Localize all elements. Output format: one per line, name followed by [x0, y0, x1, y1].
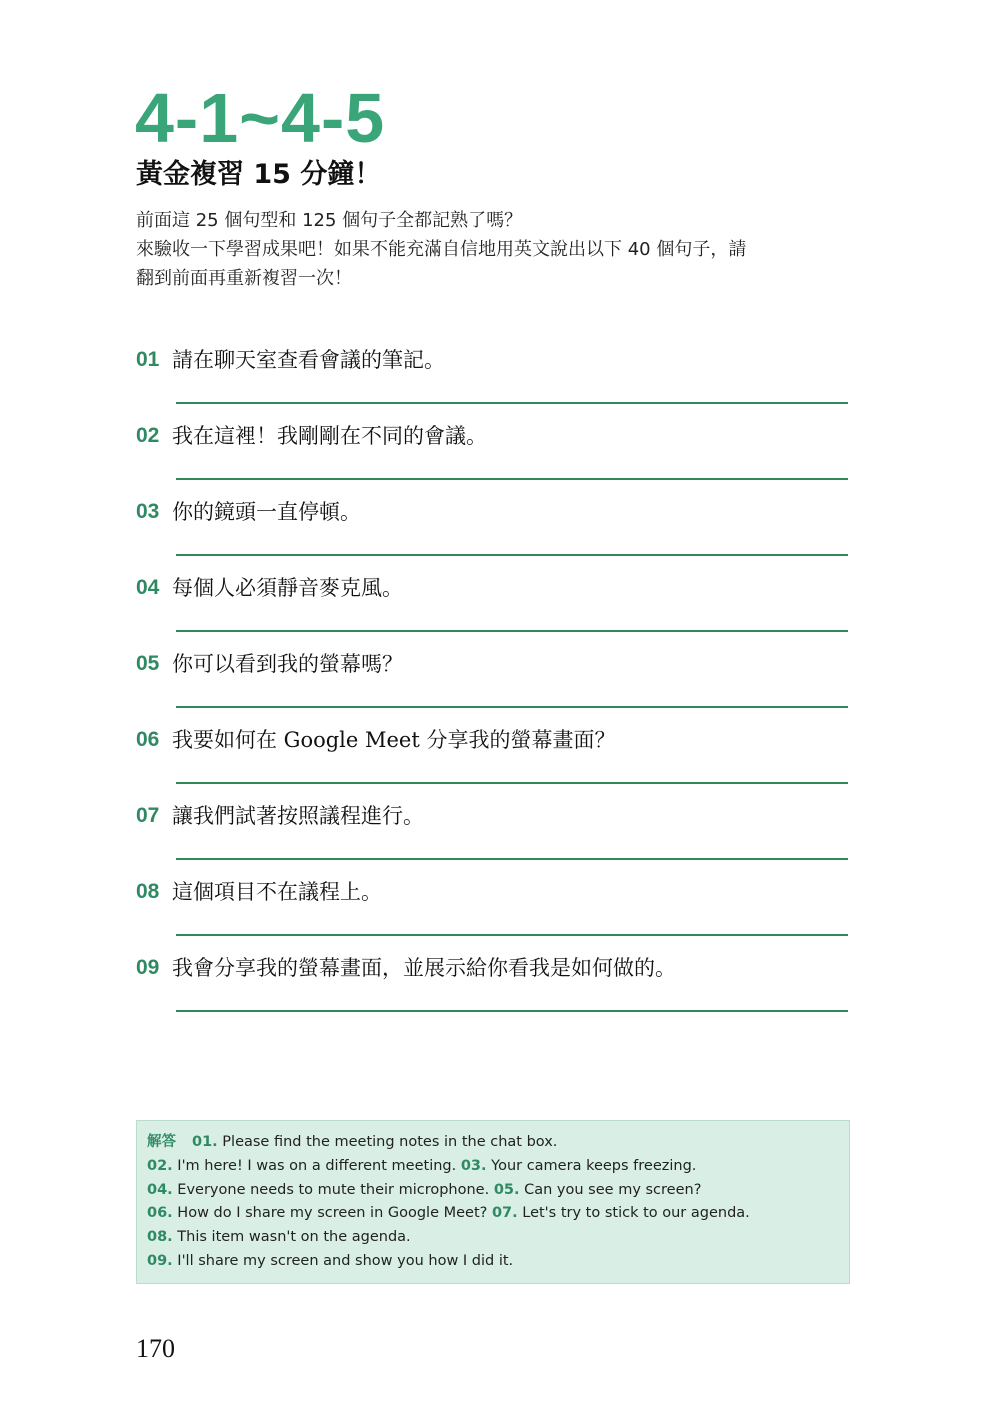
- answer-number: 05.: [493, 1181, 520, 1198]
- answer-line[interactable]: [176, 782, 848, 784]
- exercise-08: [136, 876, 848, 952]
- answer-row: [147, 1155, 839, 1179]
- answer-number: 06.: [147, 1205, 173, 1222]
- answer-number: 01.: [192, 1134, 218, 1150]
- answer-text: How do I share my screen in Google Meet?: [177, 1205, 488, 1222]
- exercise-text: 我在這裡！我剛剛在不同的會議。: [172, 424, 487, 448]
- intro-line: 來驗收一下學習成果吧！如果不能充滿自信地用英文說出以下 40 個句子，請: [136, 239, 747, 260]
- answer-row: [147, 1250, 839, 1274]
- exercise-text: 我會分享我的螢幕畫面，並展示給你看我是如何做的。: [172, 956, 676, 980]
- answer-text: Let's try to stick to our agenda.: [522, 1205, 750, 1222]
- page-number: 170: [136, 1334, 175, 1363]
- exercise-text: 讓我們試著按照議程進行。: [172, 804, 424, 828]
- answer-line[interactable]: [176, 706, 848, 708]
- answer-row: [147, 1179, 839, 1203]
- answer-line[interactable]: [176, 858, 848, 860]
- answer-text: Please find the meeting notes in the chat box.: [222, 1134, 558, 1150]
- answer-line[interactable]: [176, 554, 848, 556]
- answer-line[interactable]: [176, 934, 848, 936]
- exercise-03: [136, 496, 848, 572]
- answer-key-label: 解答: [147, 1134, 176, 1150]
- intro-paragraph: [136, 206, 856, 293]
- answer-text: This item wasn't on the agenda.: [177, 1229, 411, 1246]
- exercise-number: 04: [136, 576, 160, 599]
- exercise-number: 03: [136, 500, 160, 523]
- exercise-text: 你可以看到我的螢幕嗎？: [172, 652, 403, 676]
- exercise-09: [136, 952, 848, 1028]
- intro-line: 前面這 25 個句型和 125 個句子全都記熟了嗎？: [136, 210, 523, 231]
- answer-key-box: [136, 1120, 850, 1284]
- exercise-number: 05: [136, 652, 160, 675]
- exercise-number: 09: [136, 956, 160, 979]
- answer-text: Your camera keeps freezing.: [491, 1157, 697, 1174]
- exercise-number: 02: [136, 424, 160, 447]
- answer-row: [147, 1226, 839, 1250]
- exercise-number: 06: [136, 728, 160, 751]
- answer-text: I'll share my screen and show you how I did it.: [177, 1252, 514, 1269]
- exercise-05: [136, 648, 848, 724]
- answer-number: 02.: [147, 1157, 173, 1174]
- section-title: 黃金複習 15 分鐘！: [136, 159, 382, 190]
- exercise-number: 07: [136, 804, 160, 827]
- answer-number: 03.: [460, 1157, 487, 1174]
- answer-number: 07.: [491, 1205, 518, 1222]
- answer-number: 08.: [147, 1229, 173, 1246]
- exercise-text: 你的鏡頭一直停頓。: [172, 500, 361, 524]
- exercise-02: [136, 420, 848, 496]
- answer-number: 04.: [147, 1181, 173, 1198]
- answer-line[interactable]: [176, 630, 848, 632]
- exercise-text: 每個人必須靜音麥克風。: [172, 576, 403, 600]
- answer-text: I'm here! I was on a different meeting.: [177, 1157, 457, 1174]
- intro-line: 翻到前面再重新複習一次！: [136, 268, 352, 289]
- answer-text: Can you see my screen?: [524, 1181, 702, 1198]
- answer-number: 09.: [147, 1252, 173, 1269]
- exercise-number: 08: [136, 880, 160, 903]
- answer-row: [147, 1202, 839, 1226]
- exercise-06: [136, 724, 848, 800]
- answer-text: Everyone needs to mute their microphone.: [177, 1181, 490, 1198]
- answer-line[interactable]: [176, 478, 848, 480]
- section-number: 4-1~4-5: [135, 79, 386, 157]
- exercise-text: 這個項目不在議程上。: [172, 880, 382, 904]
- answer-line[interactable]: [176, 402, 848, 404]
- answer-line[interactable]: [176, 1010, 848, 1012]
- exercise-01: [136, 344, 848, 420]
- exercise-text: 請在聊天室查看會議的筆記。: [172, 348, 445, 372]
- answer-row: [147, 1131, 839, 1155]
- exercise-07: [136, 800, 848, 876]
- exercise-text: 我要如何在 Google Meet 分享我的螢幕畫面？: [172, 728, 616, 752]
- exercise-04: [136, 572, 848, 648]
- exercise-number: 01: [136, 348, 160, 371]
